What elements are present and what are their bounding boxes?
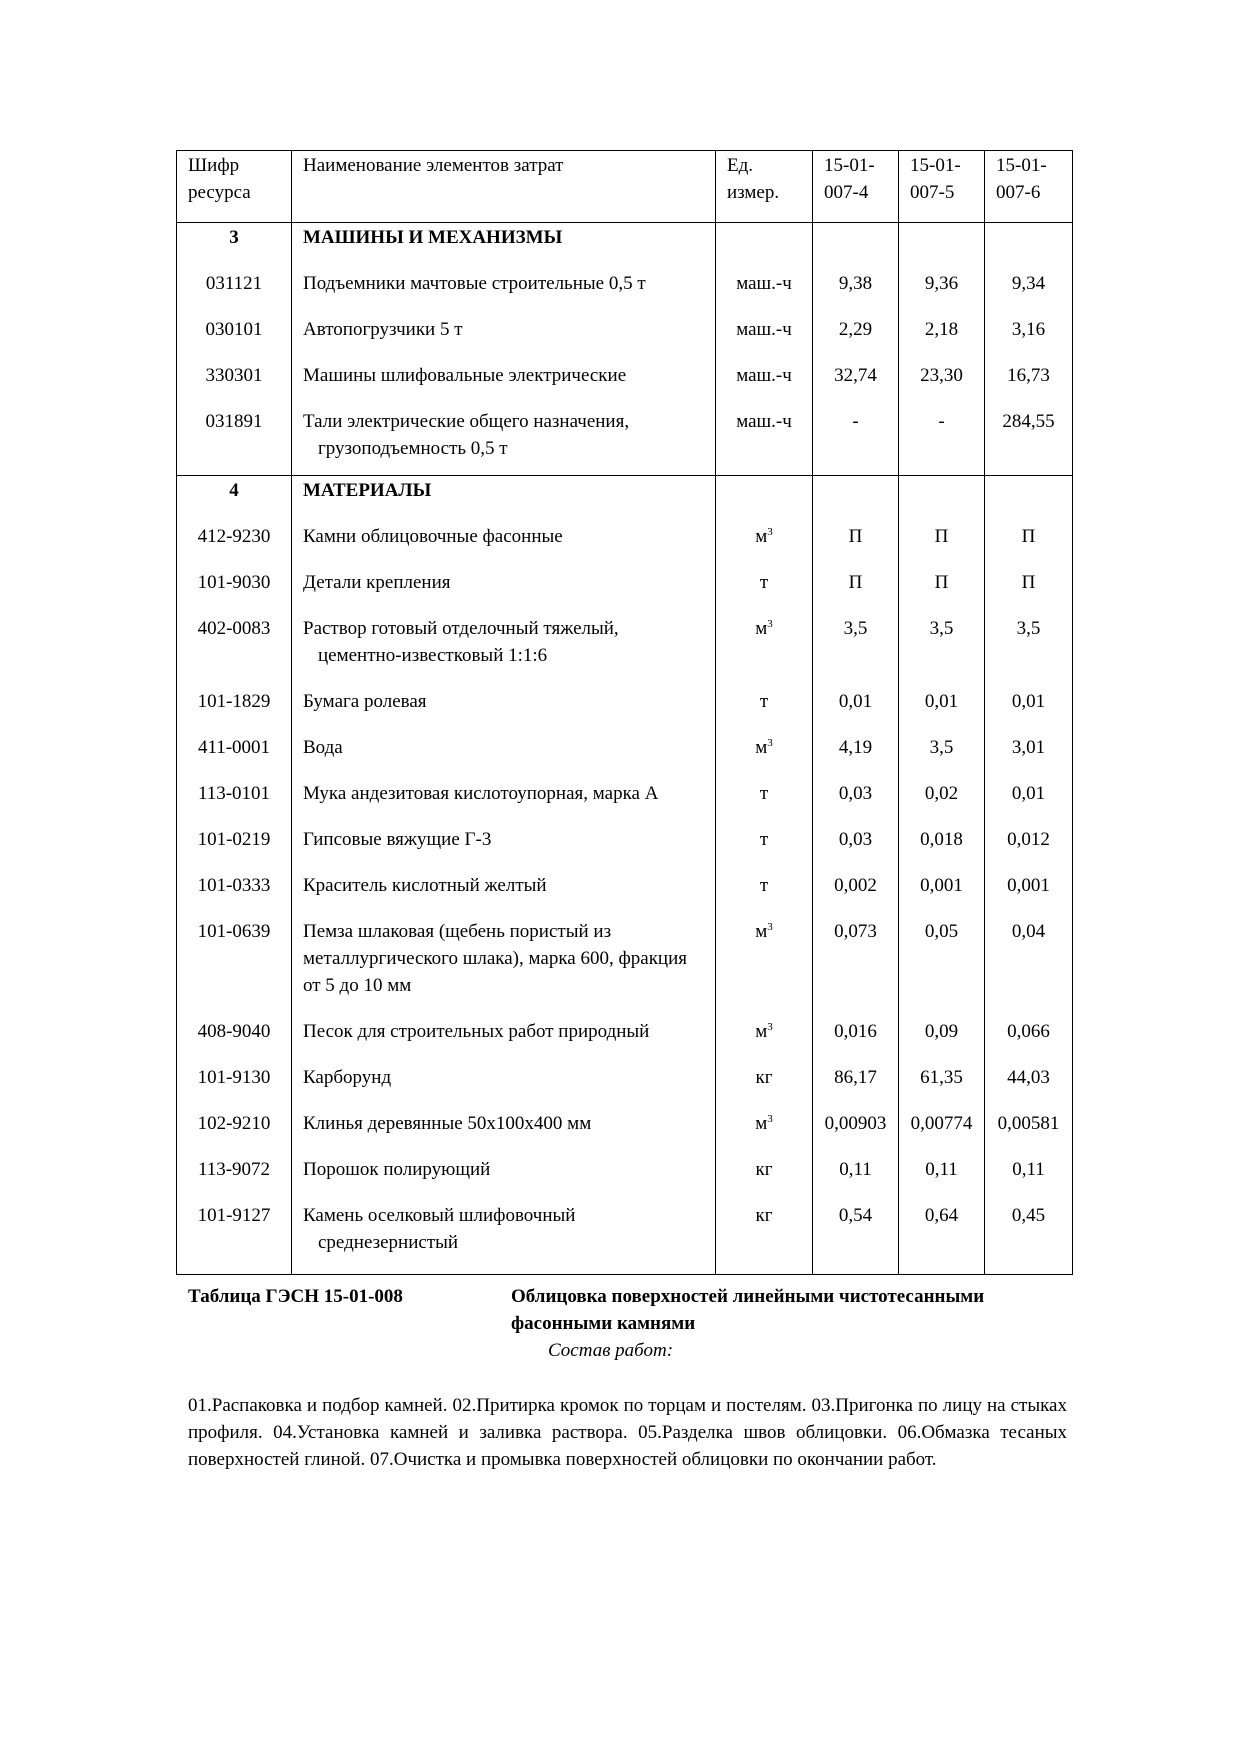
unit-of-measure bbox=[716, 1100, 813, 1146]
unit-superscript: 3 bbox=[767, 921, 773, 933]
next-table-title: Облицовка поверхностей линейными чистотесанными фасонными камнями bbox=[511, 1286, 985, 1334]
resource-code: 031891 bbox=[177, 398, 292, 476]
norm-value-col2: 23,30 bbox=[899, 352, 985, 398]
unit-superscript: 3 bbox=[767, 1021, 773, 1033]
resource-name-text: Клинья деревянные 50х100х400 мм bbox=[303, 1113, 592, 1134]
unit-text: м bbox=[755, 618, 768, 639]
unit-text: т bbox=[759, 875, 769, 896]
norm-value-col2: 3,5 bbox=[899, 605, 985, 678]
norm-value-col3: 16,73 bbox=[985, 352, 1073, 398]
norm-value-col2: 0,001 bbox=[899, 862, 985, 908]
unit-of-measure bbox=[716, 306, 813, 352]
norm-value-col1: П bbox=[813, 513, 899, 559]
resource-name-text: Камень оселковый шлифовочный bbox=[303, 1205, 576, 1226]
section-title: МАШИНЫ И МЕХАНИЗМЫ bbox=[292, 223, 716, 261]
norm-value-col2: 0,64 bbox=[899, 1192, 985, 1275]
table-row bbox=[177, 862, 1073, 908]
unit-superscript: 3 bbox=[767, 1113, 773, 1125]
unit-text: м bbox=[755, 1113, 768, 1134]
resource-name bbox=[292, 306, 716, 352]
norm-value-col1: 86,17 bbox=[813, 1054, 899, 1100]
unit-text: м bbox=[755, 526, 768, 547]
resource-name-text: Бумага ролевая bbox=[303, 691, 427, 712]
norm-value-col1: 0,01 bbox=[813, 678, 899, 724]
unit-text: маш.-ч bbox=[736, 273, 792, 294]
unit-of-measure bbox=[716, 260, 813, 306]
table-header-row bbox=[177, 151, 1073, 223]
table-row bbox=[177, 816, 1073, 862]
resource-name-text: Вода bbox=[303, 737, 343, 758]
resource-code: 113-0101 bbox=[177, 770, 292, 816]
norm-value-col2: 3,5 bbox=[899, 724, 985, 770]
resource-name-text: Камни облицовочные фасонные bbox=[303, 526, 563, 547]
composition-text: 01.Распаковка и подбор камней. 02.Притирка кромок по торцам и постелям. 03.Пригонка по лицу на стыках профиля. 04.Установка камней и заливка раствора. 05.Разделка швов облицовки. 06.Обмазка тесаных поверхностей глиной. 07.Очистка и промывка поверхностей облицовки по окончании работ. bbox=[188, 1395, 1067, 1470]
norm-value-col1: 0,11 bbox=[813, 1146, 899, 1192]
unit-of-measure bbox=[716, 724, 813, 770]
norm-value-col3: 0,001 bbox=[985, 862, 1073, 908]
materials-section bbox=[177, 476, 1073, 1275]
header-name: Наименование элементов затрат bbox=[292, 151, 716, 223]
unit-text: м bbox=[755, 1021, 768, 1042]
unit-of-measure bbox=[716, 605, 813, 678]
unit-of-measure bbox=[716, 1008, 813, 1054]
unit-of-measure bbox=[716, 398, 813, 476]
resource-name bbox=[292, 724, 716, 770]
header-unit: Ед. измер. bbox=[716, 151, 813, 223]
unit-text: маш.-ч bbox=[736, 365, 792, 386]
resource-name-continuation: цементно-известковый 1:1:6 bbox=[318, 645, 548, 666]
resource-name bbox=[292, 260, 716, 306]
table-row bbox=[177, 1100, 1073, 1146]
resource-name-text: Подъемники мачтовые строительные 0,5 т bbox=[303, 273, 646, 294]
resource-name bbox=[292, 559, 716, 605]
unit-of-measure bbox=[716, 559, 813, 605]
unit-superscript: 3 bbox=[767, 618, 773, 630]
resource-name-text: Песок для строительных работ природный bbox=[303, 1021, 650, 1042]
resource-name-text: Детали крепления bbox=[303, 572, 451, 593]
unit-of-measure bbox=[716, 770, 813, 816]
resource-name-text: Тали электрические общего назначения, bbox=[303, 411, 630, 432]
unit-superscript: 3 bbox=[767, 526, 773, 538]
norm-value-col2: 61,35 bbox=[899, 1054, 985, 1100]
table-row bbox=[177, 398, 1073, 476]
unit-text: маш.-ч bbox=[736, 411, 792, 432]
resource-name-text: Краситель кислотный желтый bbox=[303, 875, 547, 896]
resource-code: 030101 bbox=[177, 306, 292, 352]
unit-text: кг bbox=[755, 1205, 773, 1226]
resource-name bbox=[292, 1146, 716, 1192]
unit-text: кг bbox=[755, 1159, 773, 1180]
section-code: 4 bbox=[177, 476, 292, 514]
unit-text: т bbox=[759, 829, 769, 850]
norm-value-col1: 0,002 bbox=[813, 862, 899, 908]
norm-value-col2: 0,01 bbox=[899, 678, 985, 724]
resource-code: 101-0333 bbox=[177, 862, 292, 908]
unit-text: кг bbox=[755, 1067, 773, 1088]
resource-name bbox=[292, 678, 716, 724]
norm-value-col2: 0,02 bbox=[899, 770, 985, 816]
resource-name bbox=[292, 605, 716, 678]
resource-code: 101-9130 bbox=[177, 1054, 292, 1100]
resource-code: 101-0639 bbox=[177, 908, 292, 1008]
table-row bbox=[177, 306, 1073, 352]
resource-name-continuation: среднезернистый bbox=[318, 1232, 459, 1253]
unit-of-measure bbox=[716, 1192, 813, 1275]
resource-name-text: Пемза шлаковая (щебень пористый из металлургического шлака), марка 600, фракция от 5 до 10 мм bbox=[303, 921, 687, 996]
unit-text: т bbox=[759, 691, 769, 712]
norm-value-col2: П bbox=[899, 513, 985, 559]
unit-of-measure bbox=[716, 678, 813, 724]
norm-value-col3: 44,03 bbox=[985, 1054, 1073, 1100]
resource-code: 412-9230 bbox=[177, 513, 292, 559]
composition-label: Состав работ: bbox=[548, 1340, 674, 1361]
unit-of-measure bbox=[716, 816, 813, 862]
norm-value-col3: 0,45 bbox=[985, 1192, 1073, 1275]
unit-superscript: 3 bbox=[767, 737, 773, 749]
resource-name-text: Мука андезитовая кислотоупорная, марка А bbox=[303, 783, 659, 804]
norm-value-col3: 284,55 bbox=[985, 398, 1073, 476]
resource-code: 102-9210 bbox=[177, 1100, 292, 1146]
resource-name bbox=[292, 352, 716, 398]
resource-name bbox=[292, 770, 716, 816]
norm-value-col2: 0,09 bbox=[899, 1008, 985, 1054]
resource-name-continuation: грузоподъемность 0,5 т bbox=[318, 438, 508, 459]
norm-value-col1: 0,03 bbox=[813, 816, 899, 862]
table-row bbox=[177, 352, 1073, 398]
table-row bbox=[177, 1054, 1073, 1100]
next-table-label: Таблица ГЭСН 15-01-008 bbox=[188, 1286, 403, 1307]
unit-text: т bbox=[759, 783, 769, 804]
resource-code: 113-9072 bbox=[177, 1146, 292, 1192]
norm-value-col2: П bbox=[899, 559, 985, 605]
table-row bbox=[177, 260, 1073, 306]
resource-name-text: Машины шлифовальные электрические bbox=[303, 365, 627, 386]
norm-value-col1: П bbox=[813, 559, 899, 605]
norm-value-col3: 0,04 bbox=[985, 908, 1073, 1008]
resource-code: 411-0001 bbox=[177, 724, 292, 770]
resource-code: 101-0219 bbox=[177, 816, 292, 862]
resource-name bbox=[292, 862, 716, 908]
norm-value-col1: 4,19 bbox=[813, 724, 899, 770]
resource-name-text: Гипсовые вяжущие Г-3 bbox=[303, 829, 492, 850]
section-row bbox=[177, 476, 1073, 514]
table-row bbox=[177, 724, 1073, 770]
resource-name bbox=[292, 1054, 716, 1100]
resource-code: 330301 bbox=[177, 352, 292, 398]
resource-name-text: Раствор готовый отделочный тяжелый, bbox=[303, 618, 619, 639]
resource-name-text: Карборунд bbox=[303, 1067, 392, 1088]
norm-value-col1: 0,54 bbox=[813, 1192, 899, 1275]
norm-value-col3: 3,16 bbox=[985, 306, 1073, 352]
resource-code: 408-9040 bbox=[177, 1008, 292, 1054]
resource-name bbox=[292, 816, 716, 862]
norm-value-col3: 0,01 bbox=[985, 678, 1073, 724]
header-code: Шифр ресурса bbox=[177, 151, 292, 223]
norm-value-col1: 3,5 bbox=[813, 605, 899, 678]
norm-value-col3: П bbox=[985, 513, 1073, 559]
table-row bbox=[177, 1192, 1073, 1275]
norm-value-col3: 0,01 bbox=[985, 770, 1073, 816]
norm-value-col1: 2,29 bbox=[813, 306, 899, 352]
unit-of-measure bbox=[716, 862, 813, 908]
unit-of-measure bbox=[716, 908, 813, 1008]
resource-name bbox=[292, 908, 716, 1008]
resource-name-text: Порошок полирующий bbox=[303, 1159, 491, 1180]
norm-value-col3: 0,11 bbox=[985, 1146, 1073, 1192]
resource-table-container bbox=[176, 150, 1072, 1275]
norm-value-col1: 32,74 bbox=[813, 352, 899, 398]
norm-value-col3: 3,5 bbox=[985, 605, 1073, 678]
norm-value-col1: 0,00903 bbox=[813, 1100, 899, 1146]
resource-name bbox=[292, 1008, 716, 1054]
unit-text: м bbox=[755, 921, 768, 942]
norm-value-col2: 0,11 bbox=[899, 1146, 985, 1192]
norm-value-col2: 2,18 bbox=[899, 306, 985, 352]
section-row bbox=[177, 223, 1073, 261]
header-col2: 15-01-007-5 bbox=[899, 151, 985, 223]
table-row bbox=[177, 605, 1073, 678]
norm-value-col3: 0,066 bbox=[985, 1008, 1073, 1054]
resource-code: 031121 bbox=[177, 260, 292, 306]
norm-value-col1: 9,38 bbox=[813, 260, 899, 306]
unit-text: т bbox=[759, 572, 769, 593]
machines-section bbox=[177, 223, 1073, 476]
table-row bbox=[177, 908, 1073, 1008]
norm-value-col1: - bbox=[813, 398, 899, 476]
norm-value-col2: 0,05 bbox=[899, 908, 985, 1008]
unit-of-measure bbox=[716, 1146, 813, 1192]
table-row bbox=[177, 559, 1073, 605]
norm-value-col3: 0,012 bbox=[985, 816, 1073, 862]
table-row bbox=[177, 1146, 1073, 1192]
resource-code: 101-9030 bbox=[177, 559, 292, 605]
resource-code: 402-0083 bbox=[177, 605, 292, 678]
table-row bbox=[177, 513, 1073, 559]
table-row bbox=[177, 678, 1073, 724]
table-row bbox=[177, 1008, 1073, 1054]
resource-code: 101-9127 bbox=[177, 1192, 292, 1275]
unit-of-measure bbox=[716, 513, 813, 559]
norm-value-col2: 9,36 bbox=[899, 260, 985, 306]
resource-name bbox=[292, 513, 716, 559]
resource-table bbox=[176, 150, 1073, 1275]
section-title: МАТЕРИАЛЫ bbox=[292, 476, 716, 514]
resource-name bbox=[292, 1100, 716, 1146]
norm-value-col2: 0,018 bbox=[899, 816, 985, 862]
resource-code: 101-1829 bbox=[177, 678, 292, 724]
table-row bbox=[177, 770, 1073, 816]
unit-of-measure bbox=[716, 1054, 813, 1100]
resource-name-text: Автопогрузчики 5 т bbox=[303, 319, 463, 340]
resource-name bbox=[292, 398, 716, 476]
norm-value-col3: 0,00581 bbox=[985, 1100, 1073, 1146]
norm-value-col1: 0,03 bbox=[813, 770, 899, 816]
resource-name bbox=[292, 1192, 716, 1275]
unit-of-measure bbox=[716, 352, 813, 398]
norm-value-col2: 0,00774 bbox=[899, 1100, 985, 1146]
unit-text: м bbox=[755, 737, 768, 758]
header-col3: 15-01-007-6 bbox=[985, 151, 1073, 223]
norm-value-col3: 3,01 bbox=[985, 724, 1073, 770]
header-col1: 15-01-007-4 bbox=[813, 151, 899, 223]
norm-value-col3: П bbox=[985, 559, 1073, 605]
norm-value-col1: 0,073 bbox=[813, 908, 899, 1008]
section-code: 3 bbox=[177, 223, 292, 261]
norm-value-col3: 9,34 bbox=[985, 260, 1073, 306]
norm-value-col1: 0,016 bbox=[813, 1008, 899, 1054]
norm-value-col2: - bbox=[899, 398, 985, 476]
unit-text: маш.-ч bbox=[736, 319, 792, 340]
